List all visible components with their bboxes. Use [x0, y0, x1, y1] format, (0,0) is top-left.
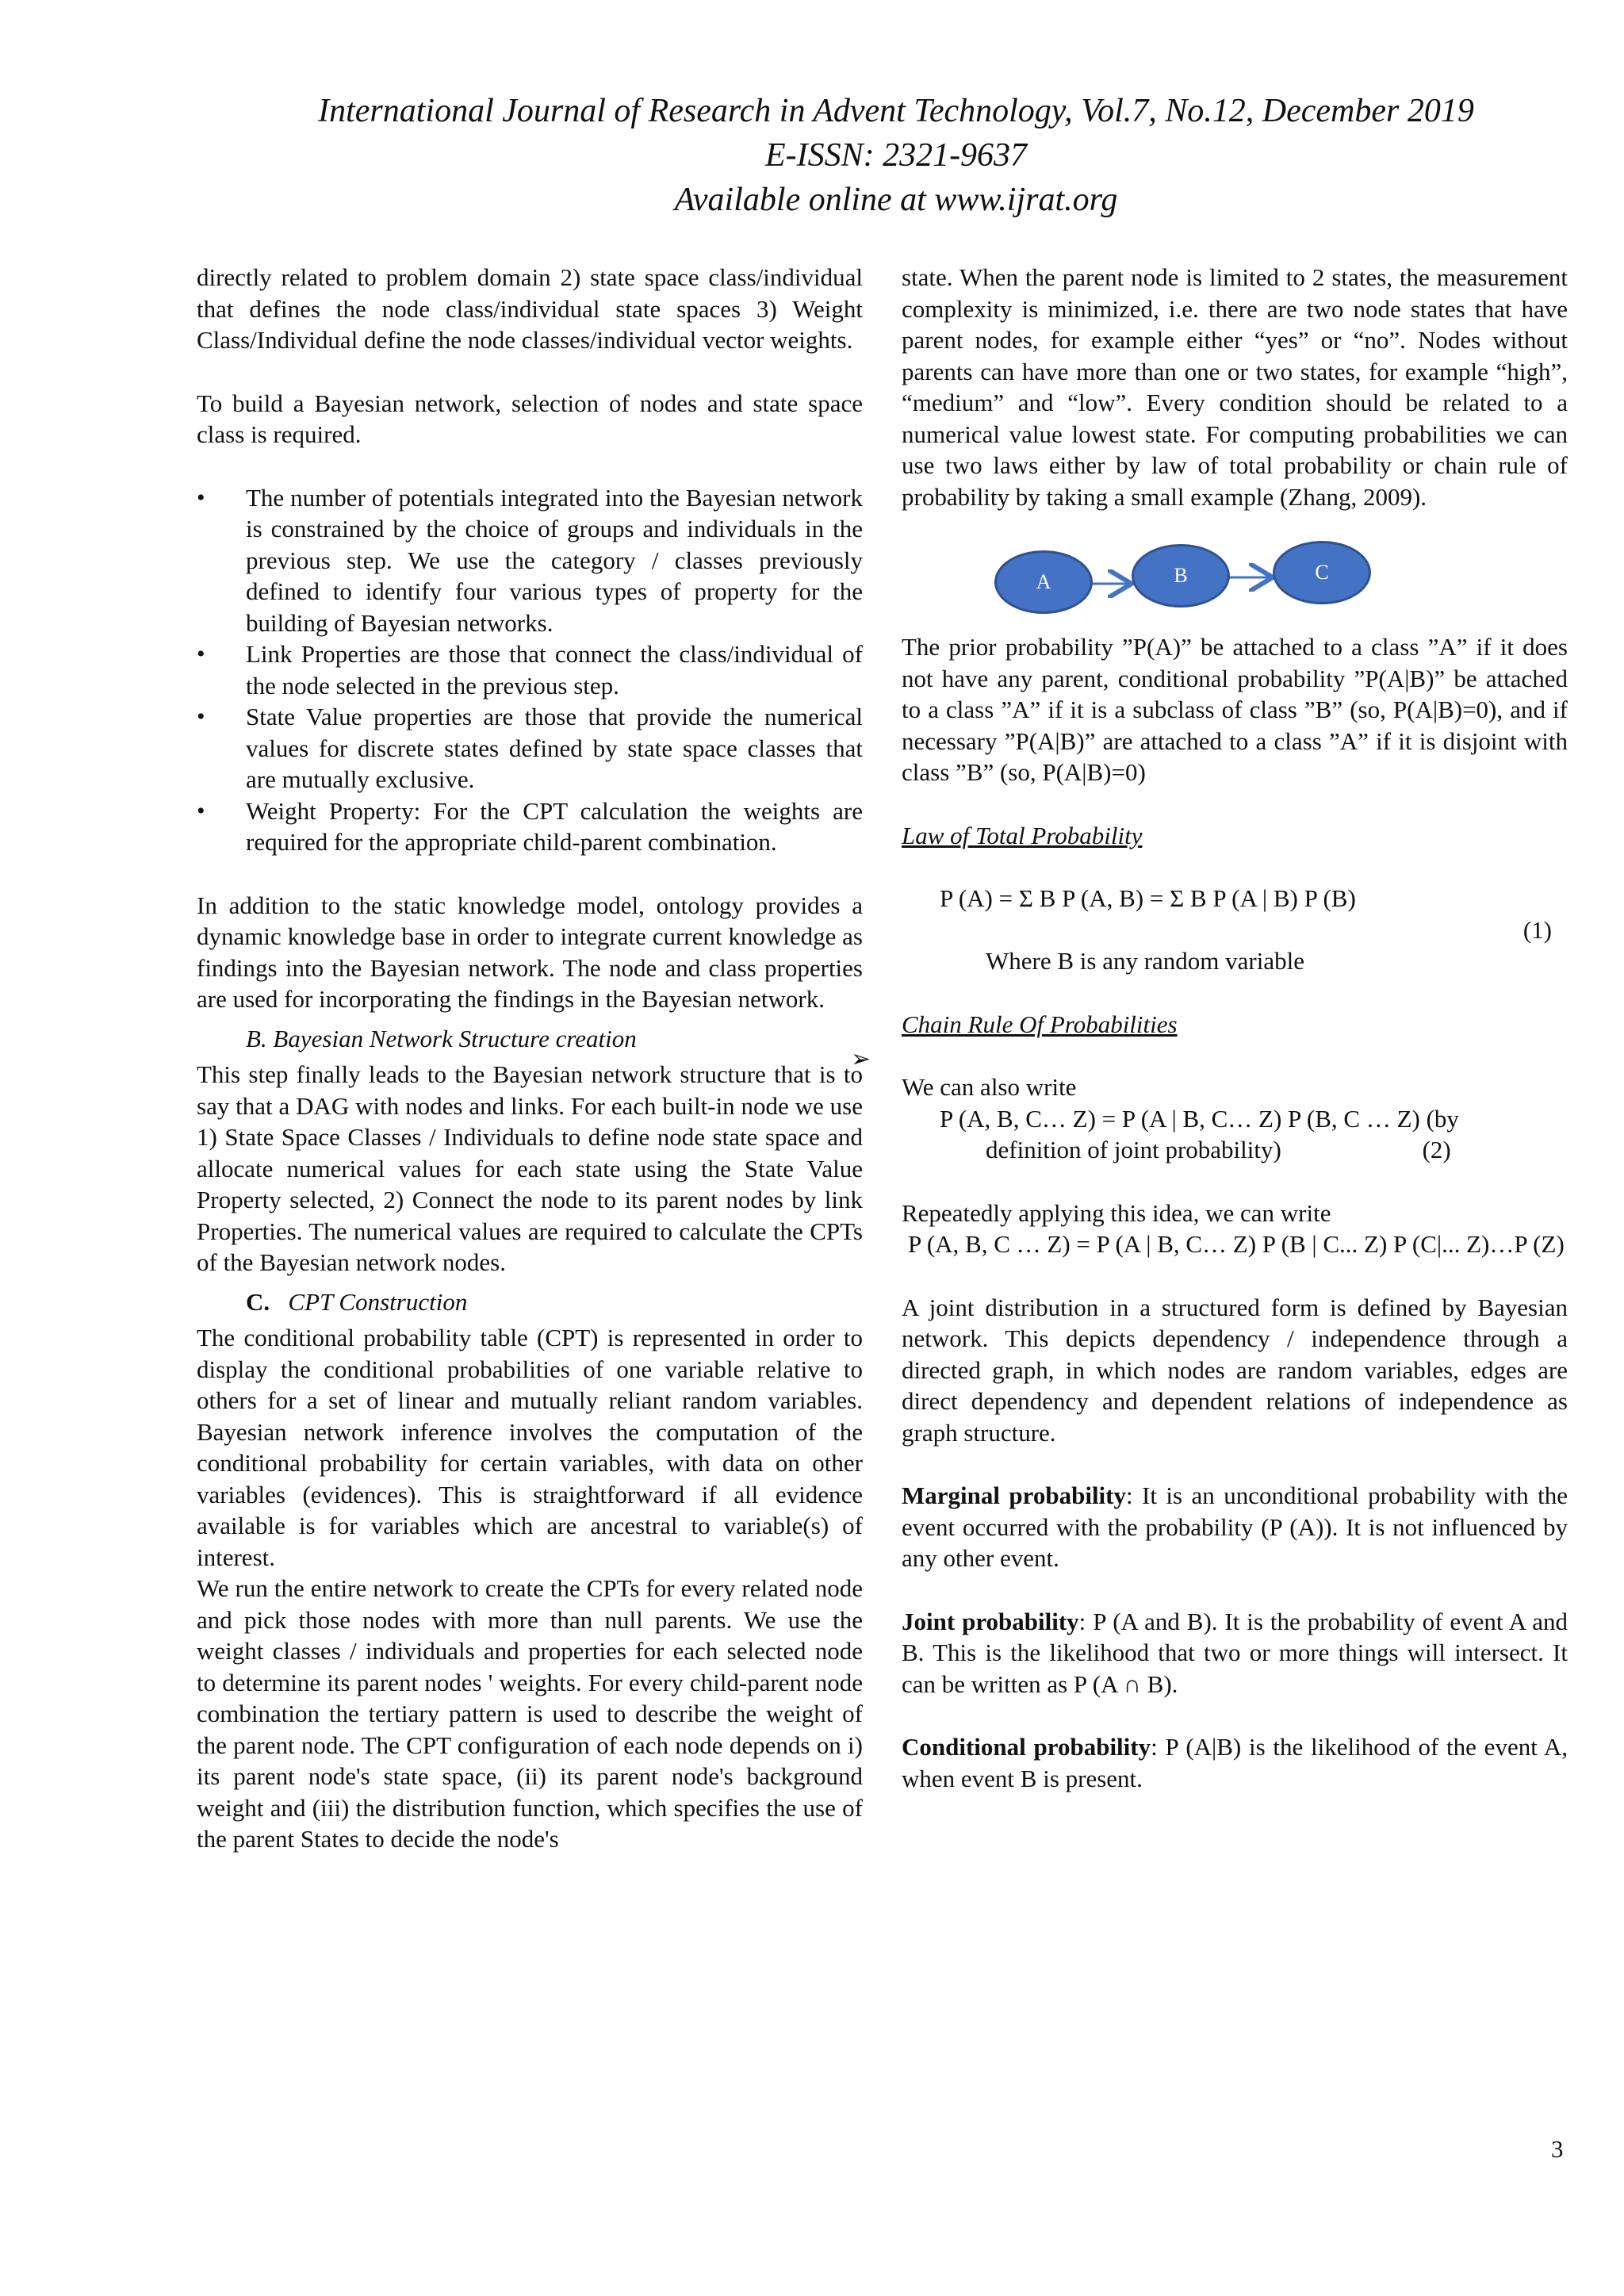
repeat-intro: Repeatedly applying this idea, we can write	[902, 1198, 1331, 1227]
diagram-node-a: A	[994, 550, 1093, 614]
chain-intro: We can also write	[902, 1073, 1077, 1101]
equation-2-text: definition of joint probability)	[986, 1136, 1281, 1163]
term-definition: : It is an unconditional probability with the event occurred with the probability (P (A)). It is not influenced by any other event.	[902, 1481, 1568, 1572]
journal-title: International Journal of Research in Advent Technology, Vol.7, No.12, December 2019	[318, 93, 1474, 129]
property-list	[197, 482, 863, 858]
section-heading-c	[197, 1286, 863, 1318]
bayes-diagram	[902, 512, 1568, 631]
section-title: CPT Construction	[288, 1287, 468, 1316]
section-heading-b: B. Bayesian Network Structure creation	[246, 1024, 637, 1052]
page-number: 3	[1551, 2135, 1564, 2163]
equation-1-number: (1)	[1522, 915, 1552, 944]
term-definition: : P (A and B). It is the probability of event A and B. This is the likelihood that two or more things will intersect. It can be written as P (A ∩ B).	[902, 1607, 1568, 1698]
diagram-node-b: B	[1132, 544, 1230, 608]
term-label: Joint probability	[902, 1607, 1079, 1635]
equation-1: P (A) = Σ B P (A, B) = Σ B P (A | B) P (B)	[940, 884, 1356, 912]
journal-issn: E-ISSN: 2321-9637	[764, 137, 1028, 174]
paragraph: directly related to problem domain 2) state space class/individual that defines the node class/individual state spaces 3) Weight Class/Individual define the node classes/individual vector weights.	[197, 263, 863, 354]
equation-3: P (A, B, C … Z) = P (A | B, C… Z) P (B | C... Z) P (C|... Z)…P (Z)	[908, 1230, 1565, 1258]
equation-2-number: (2)	[1422, 1136, 1451, 1163]
law-total-probability-heading: Law of Total Probability	[902, 821, 1143, 849]
marginal-probability-def	[902, 1480, 1568, 1574]
list-item: • The number of potentials integrated into the Bayesian network is constrained by the choice of groups and individuals in the previous step. We use the category / classes previously defined to identify four various types of property for the building of Bayesian networks.	[197, 482, 863, 639]
list-item: • Link Properties are those that connect the class/individual of the node selected in the previous step.	[197, 638, 863, 701]
section-number: C.	[246, 1287, 270, 1316]
list-item: • Weight Property: For the CPT calculation the weights are required for the appropriate child-parent combination.	[197, 795, 863, 858]
left-column	[197, 262, 863, 1855]
equation-2-line2	[902, 1134, 1568, 1166]
paragraph: The prior probability ”P(A)” be attached to a class ”A” if it does not have any parent, conditional probability ”P(A|B)” be attached to a class ”A” if it is a subclass of class ”B” (so, P(A|B)=0), and if necessary ”P(A|B)” are attached to a class ”A” if it is disjoint with class ”B” (so, P(A|B)=0)	[902, 633, 1568, 786]
paragraph: To build a Bayesian network, selection of nodes and state space class is required.	[197, 389, 863, 448]
paragraph: The conditional probability table (CPT) is represented in order to display the conditional probabilities of one variable relative to others for a set of linear and mutually reliant random variables. Bayesian network inference involves the computation of the conditional probability for certain variables, with data on other variables (evidences). This is straightforward if all evidence available is for variables which are ancestral to variable(s) of interest.	[197, 1324, 863, 1571]
diagram-node-c: C	[1273, 541, 1371, 604]
paragraph: state. When the parent node is limited to 2 states, the measurement complexity is minimized, i.e. there are two node states that have parent nodes, for example either “yes” or “no”. Nodes without parents can have more than one or two states, for example “high”, “medium” and “low”. Every condition should be related to a numerical value lowest state. For computing probabilities we can use two laws either by law of total probability or chain rule of probability by taking a small example (Zhang, 2009).	[902, 263, 1568, 511]
conditional-probability-def	[902, 1731, 1568, 1794]
chain-rule-heading: Chain Rule Of Probabilities	[902, 1010, 1178, 1038]
paragraph: In addition to the static knowledge model, ontology provides a dynamic knowledge base in order to integrate current knowledge as findings into the Bayesian network. The node and class properties are used for incorporating the findings in the Bayesian network.	[197, 891, 863, 1013]
paragraph: This step finally leads to the Bayesian network structure that is to say that a DAG with nodes and links. For each built-in node we use 1) State Space Classes / Individuals to define node state space and allocate numerical values for each state using the State Value Property selected, 2) Connect the node to its parent nodes by link Properties. The numerical values are required to calculate the CPTs of the Bayesian network nodes.	[197, 1060, 863, 1276]
stray-arrow-mark: ➢	[851, 1046, 871, 1072]
term-definition: : P (A|B) is the likelihood of the event A, when event B is present.	[902, 1733, 1568, 1792]
equation-2-line1: P (A, B, C… Z) = P (A | B, C… Z) P (B, C … Z) (by	[940, 1104, 1459, 1133]
term-label: Marginal probability	[902, 1481, 1126, 1509]
list-item: • State Value properties are those that provide the numerical values for discrete states defined by state space classes that are mutually exclusive.	[197, 701, 863, 795]
joint-probability-def	[902, 1606, 1568, 1700]
paragraph: We run the entire network to create the CPTs for every related node and pick those nodes with more than null parents. We use the weight classes / individuals and properties for each selected node to determine its parent nodes ' weights. For every child-parent node combination the tertiary pattern is used to describe the weight of the parent node. The CPT configuration of each node depends on i) its parent node's state space, (ii) its parent node's background weight and (iii) the distribution function, which specifies the use of the parent States to decide the node's	[197, 1574, 863, 1853]
paragraph: A joint distribution in a structured form is defined by Bayesian network. This depicts dependency / independence through a directed graph, in which nodes are random variables, edges are direct dependency and dependent relations of independence as graph structure.	[902, 1293, 1568, 1447]
right-column	[902, 262, 1568, 1794]
journal-header	[0, 89, 1624, 222]
journal-website: Available online at www.ijrat.org	[674, 182, 1118, 218]
term-label: Conditional probability	[902, 1733, 1151, 1761]
equation-1-note: Where B is any random variable	[986, 947, 1304, 975]
